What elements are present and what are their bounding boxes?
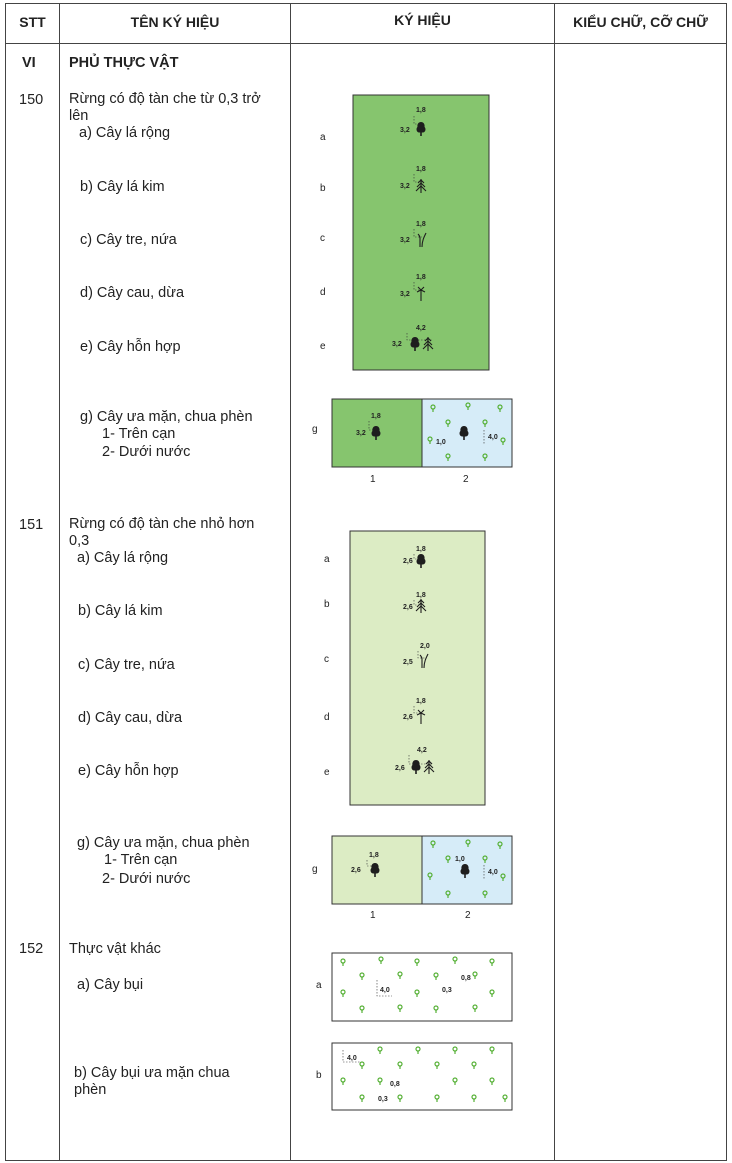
symbol-150-letter-c: c xyxy=(320,233,325,244)
dim-150-g1-left: 3,2 xyxy=(356,430,366,437)
item-151-g: g) Cây ưa mặn, chua phèn xyxy=(77,835,250,851)
dim-150-g2-right: 4,0 xyxy=(488,434,498,441)
item-150-a: a) Cây lá rộng xyxy=(79,125,171,141)
dim-150-d-top: 1,8 xyxy=(416,274,426,281)
symbol-151-letter-b: b xyxy=(324,599,330,610)
dim-151-a-top: 1,8 xyxy=(416,546,426,553)
symbol-152-letter-b: b xyxy=(316,1070,322,1081)
section-title: PHỦ THỰC VẬT xyxy=(69,55,179,71)
section-number: VI xyxy=(22,55,36,71)
item-152-title: Thực vật khác xyxy=(69,941,161,957)
dim-150-b-top: 1,8 xyxy=(416,166,426,173)
item-152-b-line2: phèn xyxy=(74,1082,107,1098)
item-152-a: a) Cây bụi xyxy=(77,977,144,993)
symbol-151-letter-e: e xyxy=(324,767,330,778)
item-151-g1: 1- Trên cạn xyxy=(104,852,178,868)
dim-152-a-v1: 4,0 xyxy=(380,987,390,994)
dim-152-a-v2: 0,8 xyxy=(461,975,471,982)
item-150-number: 150 xyxy=(19,92,44,108)
symbol-150-letter-d: d xyxy=(320,287,326,298)
dim-150-d-left: 3,2 xyxy=(400,291,410,298)
item-150-g1: 1- Trên cạn xyxy=(102,426,176,442)
item-151-g2: 2- Dưới nước xyxy=(102,871,191,887)
dim-150-b-left: 3,2 xyxy=(400,183,410,190)
symbol-150-letter-b: b xyxy=(320,183,326,194)
dim-150-e-left: 3,2 xyxy=(392,341,402,348)
symbol-150-sub-2: 2 xyxy=(463,474,469,485)
item-152-number: 152 xyxy=(19,941,44,957)
item-150-g2: 2- Dưới nước xyxy=(102,444,191,460)
item-151-title-line2: 0,3 xyxy=(69,533,90,549)
symbol-151-letter-a: a xyxy=(324,554,330,565)
item-152-b-line1: b) Cây bụi ưa mặn chua xyxy=(74,1065,230,1081)
dim-151-d-top: 1,8 xyxy=(416,698,426,705)
item-151-c: c) Cây tre, nứa xyxy=(78,657,175,673)
dim-150-g1-top: 1,8 xyxy=(371,413,381,420)
symbol-152-b-frame xyxy=(332,1043,512,1110)
dim-152-b-v3: 0,3 xyxy=(378,1096,388,1103)
item-151-e: e) Cây hỗn hợp xyxy=(78,763,179,779)
dim-151-a-left: 2,6 xyxy=(403,558,413,565)
item-150-title-line1: Rừng có độ tàn che từ 0,3 trở xyxy=(69,91,261,107)
dim-152-b-v1: 4,0 xyxy=(347,1055,357,1062)
symbol-151-letter-c: c xyxy=(324,654,329,665)
dim-151-e-top: 4,2 xyxy=(417,747,427,754)
item-151-b: b) Cây lá kim xyxy=(78,603,163,619)
symbol-150-letter-a: a xyxy=(320,132,326,143)
dim-150-g2-left: 1,0 xyxy=(436,439,446,446)
header-stt: STT xyxy=(19,14,46,30)
item-151-d: d) Cây cau, dừa xyxy=(78,710,183,726)
symbol-152-a-frame xyxy=(332,953,512,1021)
dim-151-g1-left: 2,6 xyxy=(351,867,361,874)
item-150-c: c) Cây tre, nứa xyxy=(80,232,177,248)
symbol-151-letter-g: g xyxy=(312,864,318,875)
dim-151-g2-right: 4,0 xyxy=(488,869,498,876)
item-151-title-line1: Rừng có độ tàn che nhỏ hơn xyxy=(69,516,255,532)
dim-151-g1-top: 1,8 xyxy=(369,852,379,859)
item-150-title-line2: lên xyxy=(69,108,89,124)
symbol-151-sub-2: 2 xyxy=(465,910,471,921)
header-ky-hieu: KÝ HIỆU xyxy=(394,12,451,28)
dim-151-c-left: 2,5 xyxy=(403,659,413,666)
item-150-g: g) Cây ưa mặn, chua phèn xyxy=(80,409,253,425)
dim-150-e-top: 4,2 xyxy=(416,325,426,332)
symbol-150-letter-e: e xyxy=(320,341,326,352)
symbol-150-sub-1: 1 xyxy=(370,474,376,485)
item-151-a: a) Cây lá rộng xyxy=(77,550,169,566)
dim-151-c-top: 2,0 xyxy=(420,643,430,650)
dim-150-a-top: 1,8 xyxy=(416,107,426,114)
dim-151-e-left: 2,6 xyxy=(395,765,405,772)
item-151-number: 151 xyxy=(19,517,44,533)
symbol-152-letter-a: a xyxy=(316,980,322,991)
header-ten-ky-hieu: TÊN KÝ HIỆU xyxy=(130,14,220,30)
item-150-b: b) Cây lá kim xyxy=(80,179,165,195)
symbol-151-letter-d: d xyxy=(324,712,330,723)
item-150-e: e) Cây hỗn hợp xyxy=(80,339,181,355)
header-kieu-chu: KIỂU CHỮ, CỠ CHỮ xyxy=(573,14,708,30)
symbol-150-letter-g: g xyxy=(312,424,318,435)
dim-152-a-v3: 0,3 xyxy=(442,987,452,994)
dim-151-b-left: 2,6 xyxy=(403,604,413,611)
dim-152-b-v2: 0,8 xyxy=(390,1081,400,1088)
dim-150-a-left: 3,2 xyxy=(400,127,410,134)
item-150-d: d) Cây cau, dừa xyxy=(80,285,185,301)
dim-151-g2-left: 1,0 xyxy=(455,856,465,863)
symbol-151-sub-1: 1 xyxy=(370,910,376,921)
dim-151-b-top: 1,8 xyxy=(416,592,426,599)
dim-151-d-left: 2,6 xyxy=(403,714,413,721)
dim-150-c-left: 3,2 xyxy=(400,237,410,244)
dim-150-c-top: 1,8 xyxy=(416,221,426,228)
